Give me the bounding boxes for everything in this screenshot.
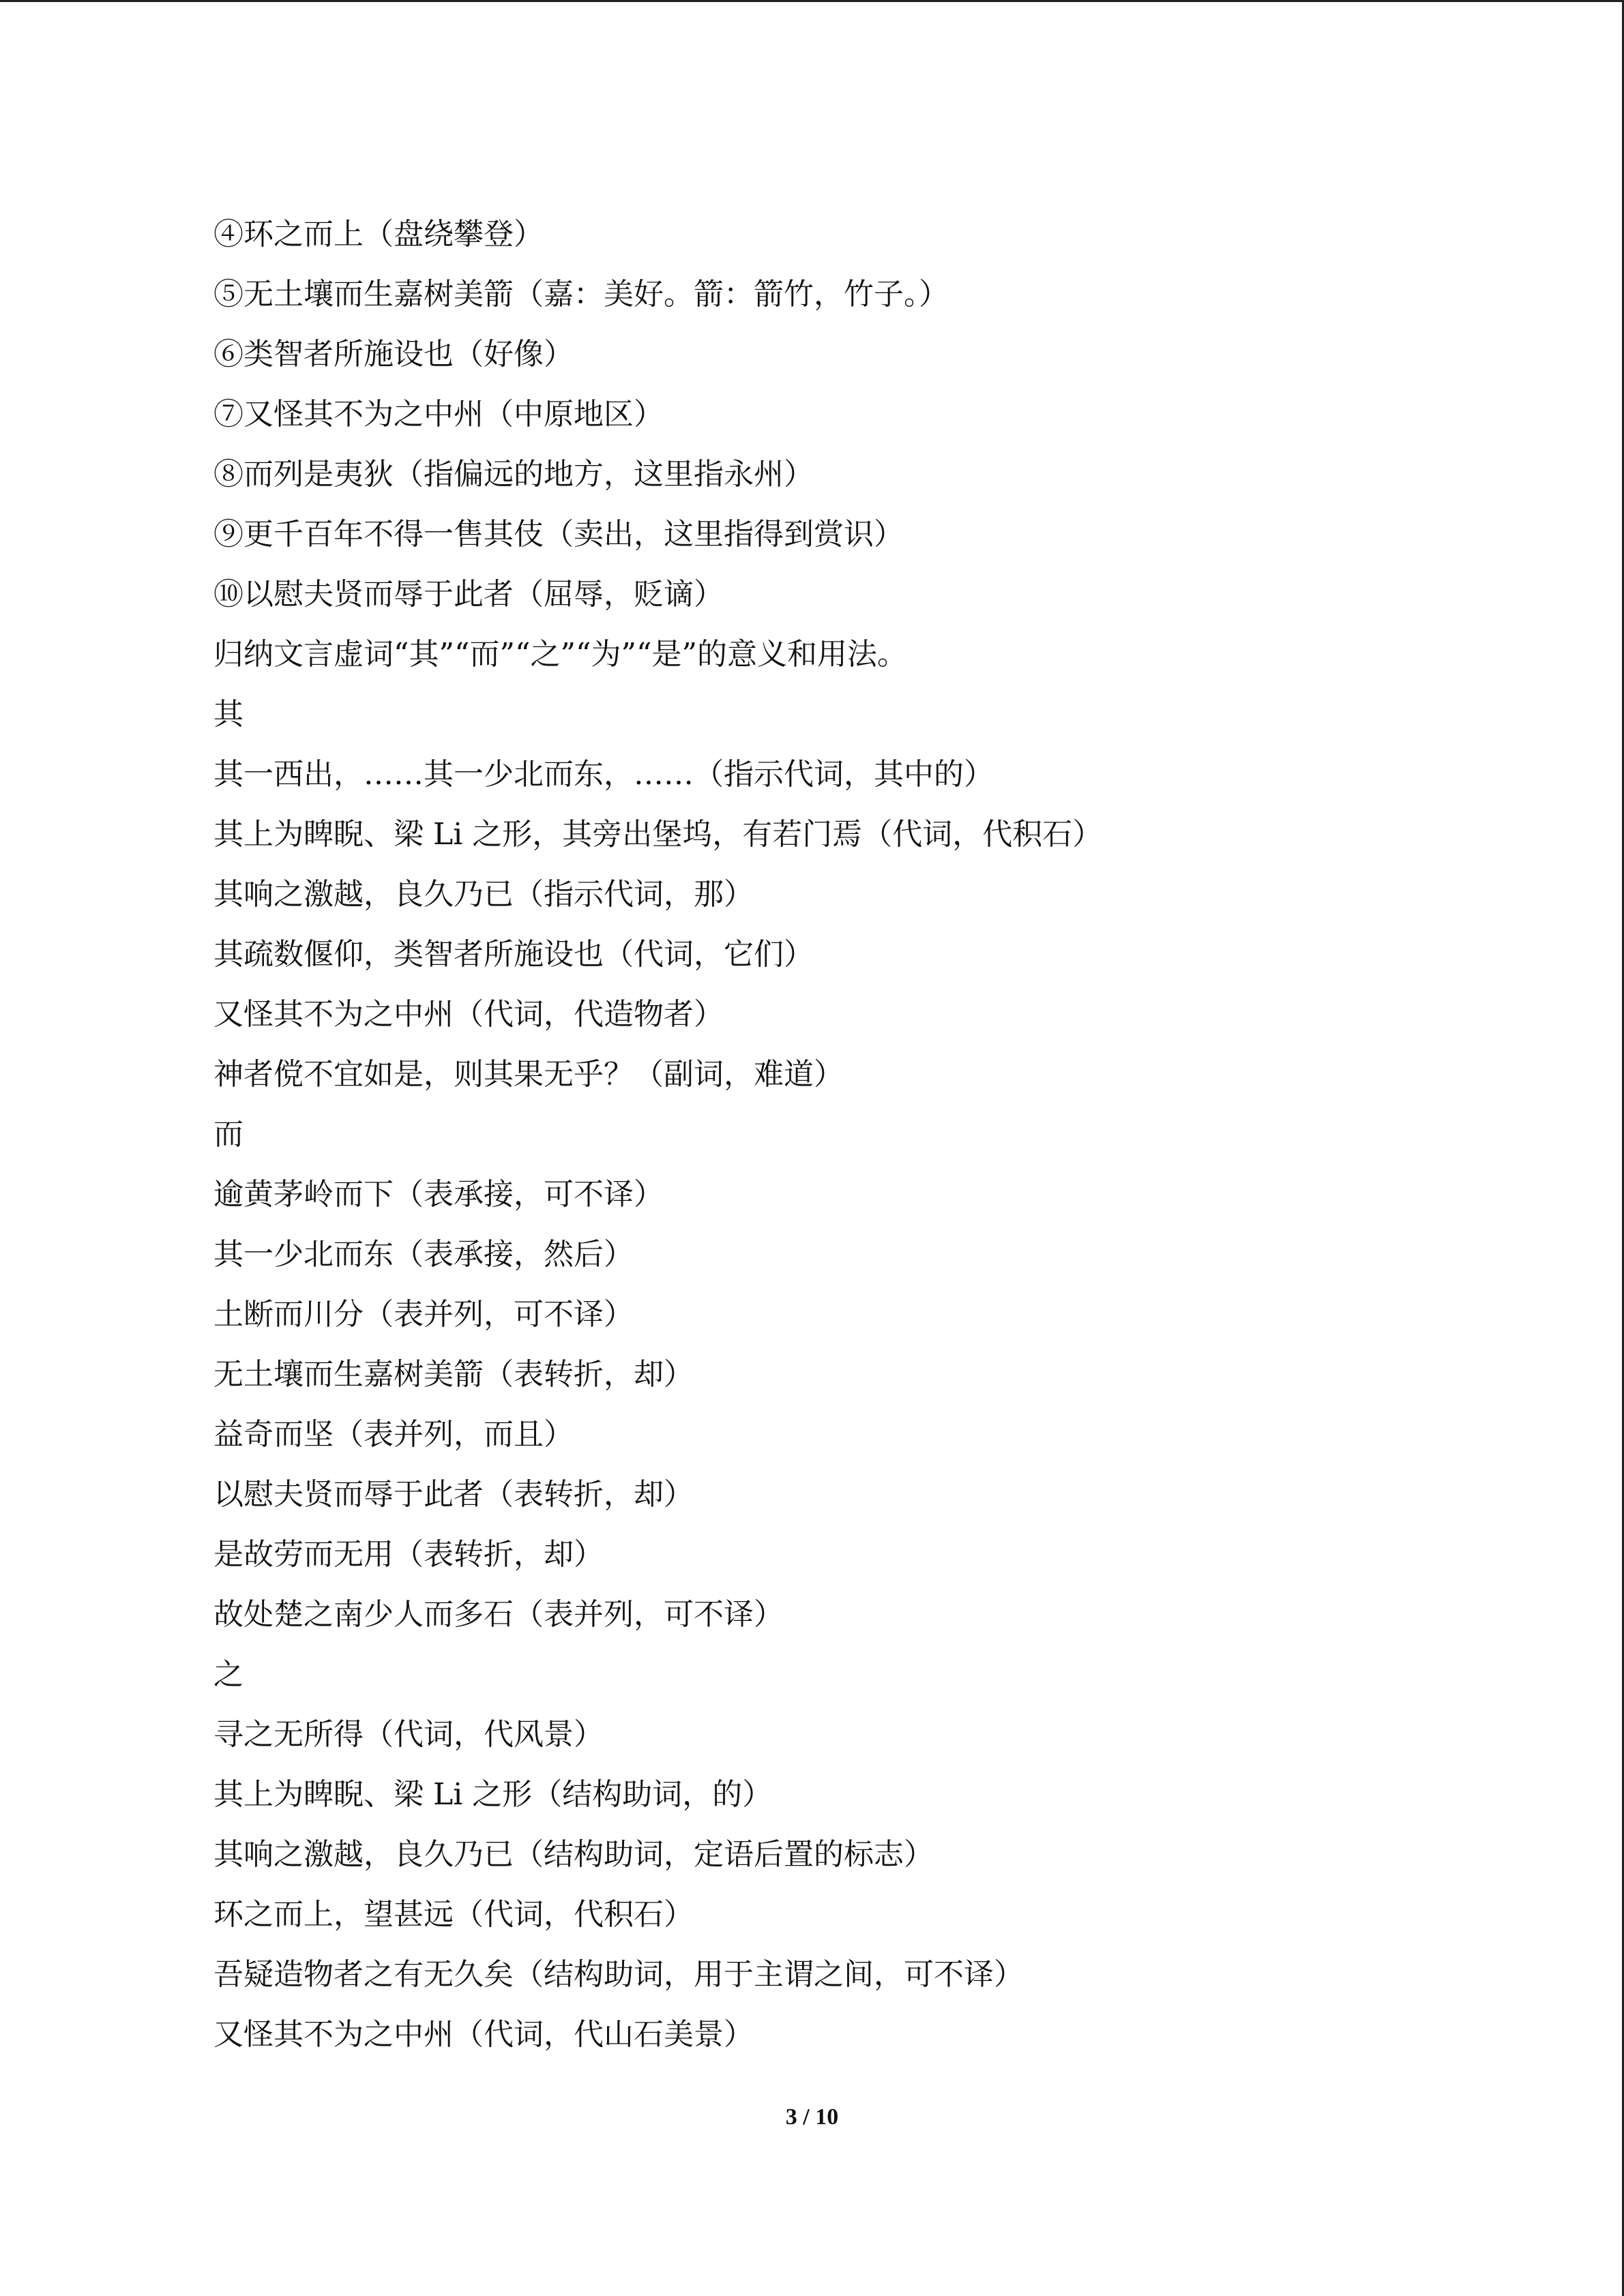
text-line: 环之而上，望甚远（代词，代积石） [213, 1897, 694, 1932]
document-body [213, 205, 1509, 2065]
text-line: 其响之激越，良久乃已（指示代词，那） [213, 877, 754, 912]
section-heading: 而 [213, 1117, 243, 1152]
text-line: 其上为睥睨、梁 Li 之形，其旁出堡坞，有若门焉（代词，代积石） [213, 817, 1103, 852]
text-line: ⑩以慰夫贤而辱于此者（屈辱，贬谪） [213, 577, 724, 612]
text-line: 土断而川分（表并列，可不译） [213, 1297, 634, 1332]
text-line: ⑦又怪其不为之中州（中原地区） [213, 397, 664, 432]
text-line: 寻之无所得（代词，代风景） [213, 1717, 604, 1752]
top-border [0, 0, 1624, 2]
text-line: 吾疑造物者之有无久矣（结构助词，用于主谓之间，可不译） [213, 1957, 1024, 1992]
section-heading: 其 [213, 697, 243, 732]
text-line: ④环之而上（盘绕攀登） [213, 217, 544, 252]
text-line: 其一少北而东（表承接，然后） [213, 1237, 634, 1272]
text-line: 神者傥不宜如是，则其果无乎？（副词，难道） [213, 1057, 844, 1092]
text-line: ⑧而列是夷狄（指偏远的地方，这里指永州） [213, 457, 814, 492]
text-line: 逾黄茅岭而下（表承接，可不译） [213, 1177, 664, 1212]
text-line: 其响之激越，良久乃已（结构助词，定语后置的标志） [213, 1837, 934, 1872]
text-line: 其疏数偃仰，类智者所施设也（代词，它们） [213, 937, 814, 972]
text-line: ⑨更千百年不得一售其伎（卖出，这里指得到赏识） [213, 517, 904, 552]
section-heading: 之 [213, 1657, 243, 1692]
text-line: 无土壤而生嘉树美箭（表转折，却） [213, 1357, 694, 1392]
text-line: 归纳文言虚词“其”“而”“之”“为”“是”的意义和用法。 [213, 637, 907, 672]
text-line: 其一西出，……其一少北而东，……（指示代词，其中的） [213, 757, 994, 792]
text-line: 是故劳而无用（表转折，却） [213, 1537, 604, 1572]
text-line: 又怪其不为之中州（代词，代山石美景） [213, 2017, 754, 2052]
text-line: 益奇而坚（表并列，而且） [213, 1417, 574, 1452]
text-line: 又怪其不为之中州（代词，代造物者） [213, 997, 724, 1032]
text-line: ⑥类智者所施设也（好像） [213, 337, 574, 372]
text-line: 以慰夫贤而辱于此者（表转折，却） [213, 1477, 694, 1512]
page-number: 3 / 10 [785, 2104, 839, 2130]
text-line: 其上为睥睨、梁 Li 之形（结构助词，的） [213, 1777, 773, 1812]
text-line: ⑤无土壤而生嘉树美箭（嘉：美好。箭：箭竹，竹子。） [213, 277, 949, 312]
text-line: 故处楚之南少人而多石（表并列，可不译） [213, 1597, 784, 1632]
